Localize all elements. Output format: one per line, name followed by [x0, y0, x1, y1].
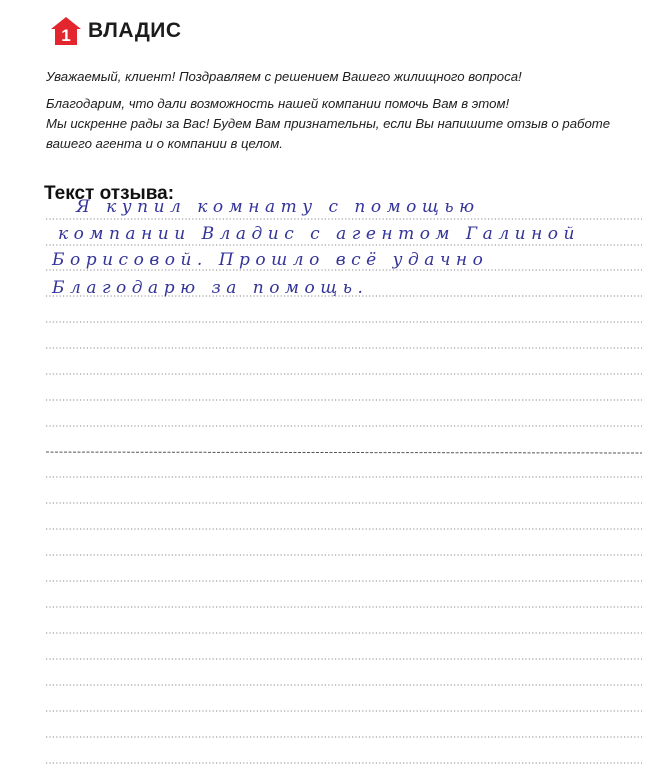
review-line-3: Борисовой. Прошло всё удачно	[52, 250, 489, 270]
brand-name: ВЛАДИС	[88, 19, 182, 42]
intro-line-1: Благодарим, что дали возможность нашей компании помочь Вам в этом!	[46, 96, 510, 111]
review-line-2: компании Владис с агентом Галиной	[58, 224, 580, 244]
review-heading: Текст отзыва:	[44, 183, 175, 204]
review-line-1: Я купил комнату с помощью	[76, 197, 480, 217]
greeting-text: Уважаемый, клиент! Поздравляем с решением Вашего жилищного вопроса!	[46, 69, 522, 84]
logo-number: 1	[61, 26, 71, 45]
ruled-lines	[46, 0, 642, 768]
intro-line-3: вашего агента и о компании в целом.	[46, 136, 283, 151]
intro-line-2: Мы искренне рады за Вас! Будем Вам признательны, если Вы напишите отзыв о работе	[46, 116, 611, 131]
review-line-4: Благодарю за помощь.	[52, 278, 369, 298]
